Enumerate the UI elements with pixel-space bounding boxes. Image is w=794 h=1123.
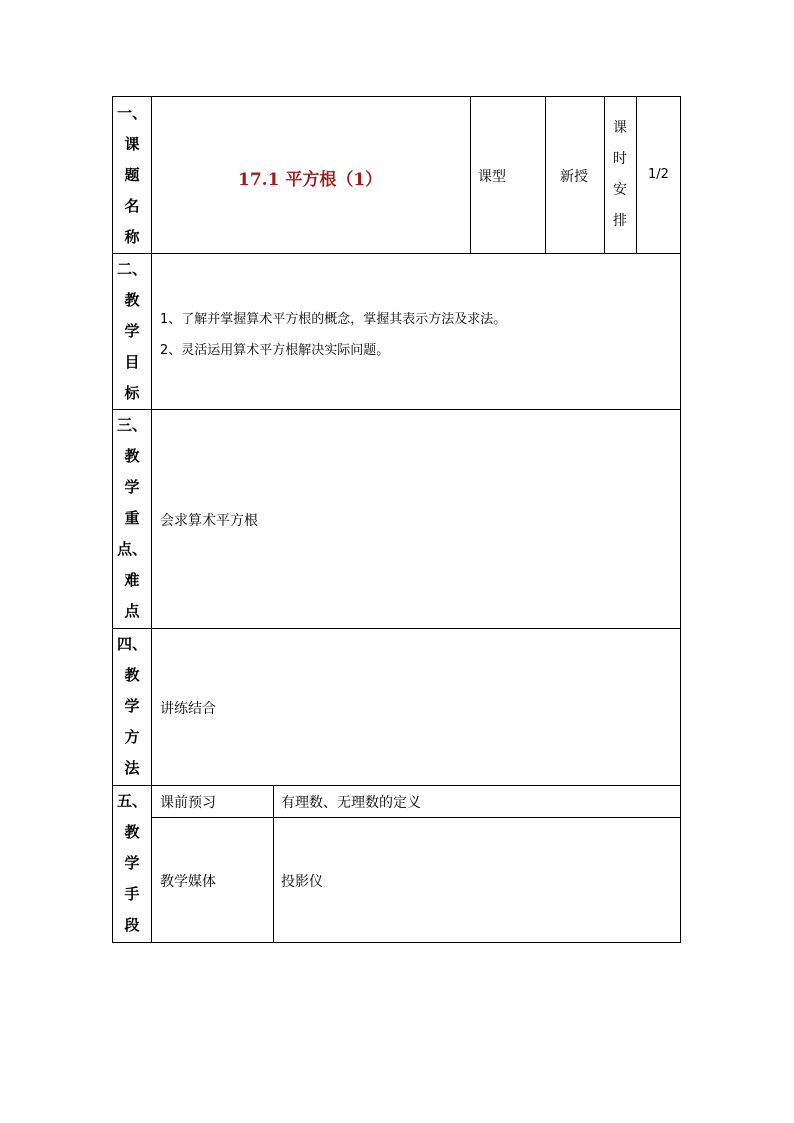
row-divider (151, 817, 681, 818)
preview-value: 有理数、无理数的定义 (281, 795, 421, 811)
column-divider (273, 785, 274, 943)
section-heading-means: 五、 教 学 手 段 (116, 792, 147, 934)
preview-label: 课前预习 (160, 795, 216, 811)
objective-item: 2、灵活运用算术平方根解决实际问题。 (160, 343, 390, 358)
column-divider (636, 96, 637, 253)
section-heading-title: 一、 课 题 名 称 (116, 104, 147, 246)
objective-item: 1、了解并掌握算术平方根的概念，掌握其表示方法及求法。 (160, 312, 507, 327)
row-divider (112, 409, 681, 410)
section-heading-key-points: 三、 教 学 重 点、 难 点 (116, 416, 147, 620)
media-value: 投影仪 (281, 874, 323, 890)
lesson-type-label: 课型 (478, 169, 506, 185)
lesson-type-value: 新授 (560, 169, 588, 185)
section-heading-methods: 四、 教 学 方 法 (116, 635, 147, 777)
lesson-title: 17.1 平方根（1） (238, 170, 383, 190)
schedule-value: 1/2 (648, 167, 669, 182)
key-points-content: 会求算术平方根 (160, 513, 258, 529)
row-divider (112, 628, 681, 629)
column-divider (151, 96, 152, 943)
row-divider (112, 785, 681, 786)
media-label: 教学媒体 (160, 874, 216, 890)
row-divider (112, 253, 681, 254)
methods-content: 讲练结合 (160, 701, 216, 717)
section-heading-objectives: 二、 教 学 目 标 (116, 260, 147, 402)
schedule-label: 课 时 安 排 (613, 120, 627, 229)
column-divider (470, 96, 471, 253)
column-divider (545, 96, 546, 253)
